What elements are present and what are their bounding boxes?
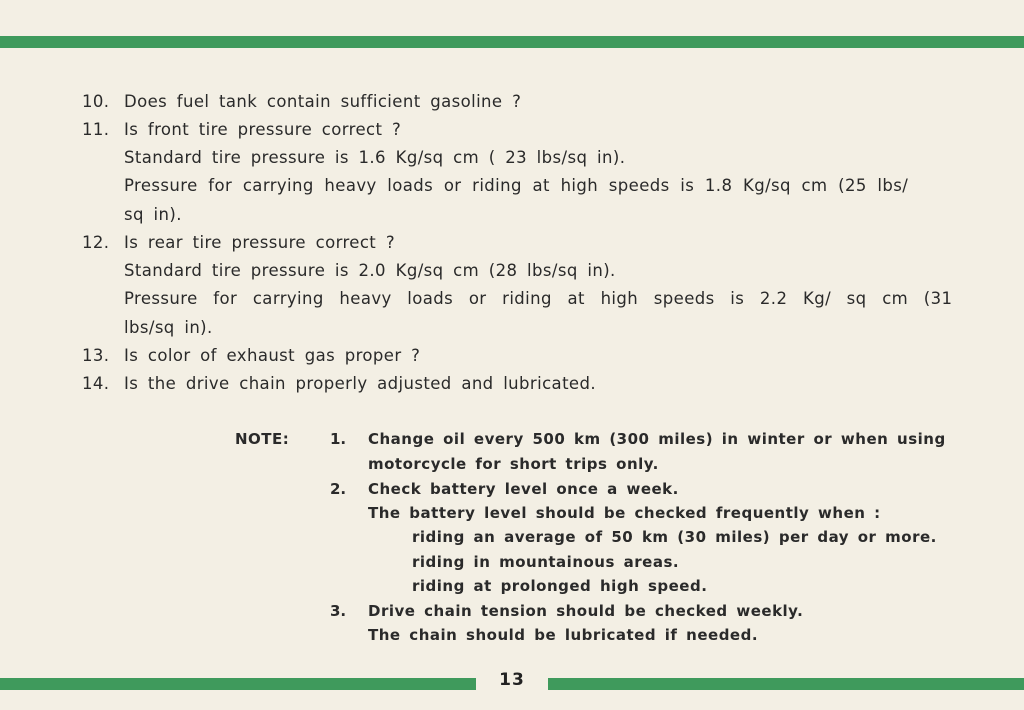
note-label: NOTE: <box>235 430 290 448</box>
note-3-line-1: Drive chain tension should be checked weekly. <box>368 602 804 620</box>
item-14-question: Is the drive chain properly adjusted and lubricated. <box>124 374 597 393</box>
note-3-number: 3. <box>330 602 347 620</box>
note-2-line-4: riding in mountainous areas. <box>412 553 680 571</box>
item-11-heavy-load-pressure: Pressure for carrying heavy loads or riding at high speeds is 1.8 Kg/sq cm (25 lbs/ <box>124 176 909 195</box>
item-11-question: Is front tire pressure correct ? <box>124 120 402 139</box>
note-1-line-1: Change oil every 500 km (300 miles) in winter or when using <box>368 430 946 448</box>
item-10-number: 10. <box>82 92 110 111</box>
item-12-question: Is rear tire pressure correct ? <box>124 233 395 252</box>
item-11-number: 11. <box>82 120 110 139</box>
note-1-number: 1. <box>330 430 347 448</box>
note-1-line-2: motorcycle for short trips only. <box>368 455 659 473</box>
note-2-line-3: riding an average of 50 km (30 miles) per day or more. <box>412 528 937 546</box>
item-11-standard-pressure: Standard tire pressure is 1.6 Kg/sq cm ( 23 lbs/sq in). <box>124 148 626 167</box>
item-12-number: 12. <box>82 233 110 252</box>
item-12-standard-pressure: Standard tire pressure is 2.0 Kg/sq cm (28 lbs/sq in). <box>124 261 616 280</box>
item-13-question: Is color of exhaust gas proper ? <box>124 346 421 365</box>
note-2-line-5: riding at prolonged high speed. <box>412 577 708 595</box>
item-13-number: 13. <box>82 346 110 365</box>
page-number: 13 <box>499 670 525 690</box>
top-green-rule <box>0 36 1024 48</box>
item-12-heavy-load-pressure-cont: lbs/sq in). <box>124 318 213 337</box>
note-2-line-2: The battery level should be checked frequently when : <box>368 504 881 522</box>
bottom-green-rule-right <box>548 678 1024 690</box>
note-2-line-1: Check battery level once a week. <box>368 480 679 498</box>
note-3-line-2: The chain should be lubricated if needed. <box>368 626 759 644</box>
item-11-heavy-load-pressure-cont: sq in). <box>124 205 182 224</box>
item-12-heavy-load-pressure: Pressure for carrying heavy loads or riding at high speeds is 2.2 Kg/ sq cm (31 <box>124 289 953 308</box>
bottom-green-rule-left <box>0 678 476 690</box>
item-14-number: 14. <box>82 374 110 393</box>
item-10-question: Does fuel tank contain sufficient gasoline ? <box>124 92 522 111</box>
note-2-number: 2. <box>330 480 347 498</box>
